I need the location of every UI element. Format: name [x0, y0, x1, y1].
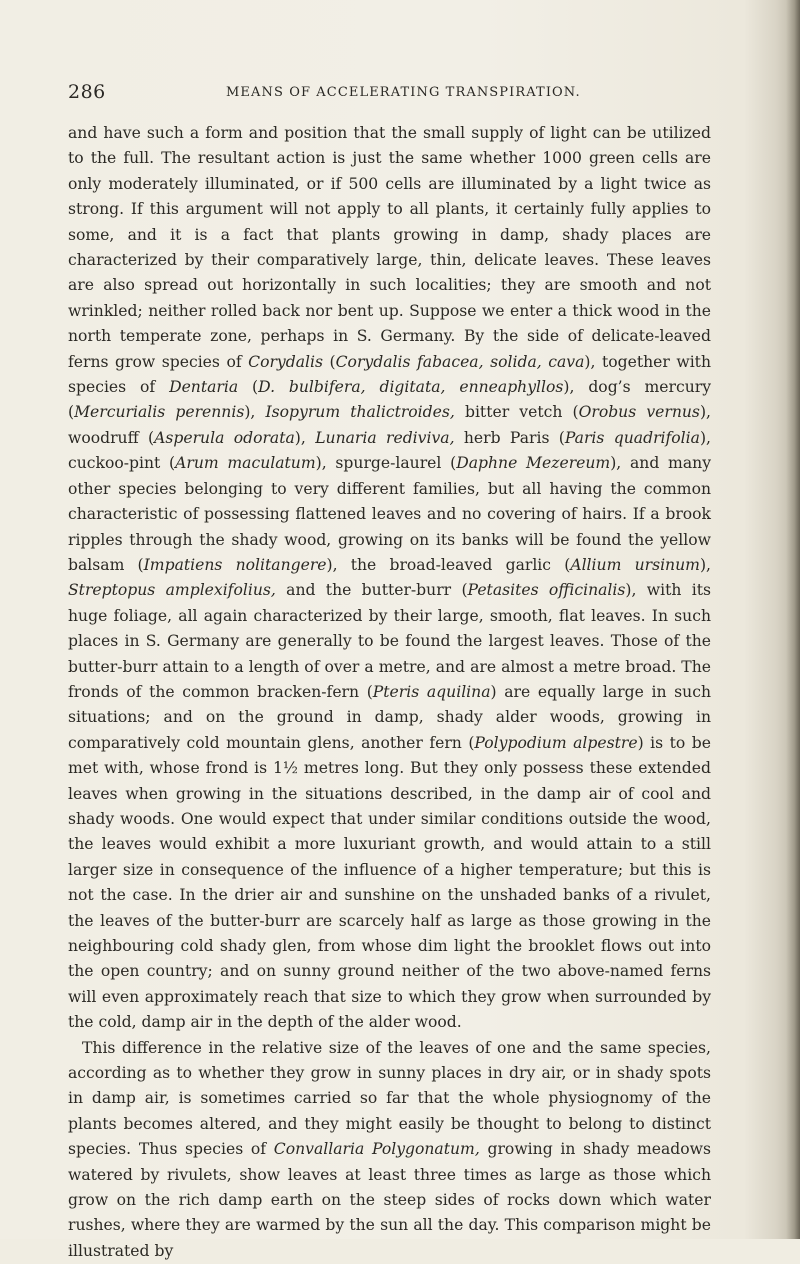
- italic-text-run: Isopyrum thalictroides,: [265, 403, 455, 422]
- text-run: (: [238, 378, 259, 397]
- text-run: ), and many other species belonging to very different families, but all having the common characteristic of possessing flattened leaves and no covering of hairs. If a brook ripples through the shady wood, growing on its banks will be found the yellow balsam (: [68, 454, 711, 574]
- italic-text-run: Convallaria Polygonatum,: [273, 1140, 480, 1159]
- italic-text-run: Mercurialis perennis: [74, 403, 245, 422]
- text-run: (: [323, 352, 336, 371]
- text-run: ),: [294, 428, 316, 447]
- text-run: ), woodruff (: [68, 403, 711, 447]
- italic-text-run: Corydalis: [248, 352, 323, 371]
- text-run: growing in shady meadows watered by rivulets, show leaves at least three times as large as those which grow on the rich damp earth on the steep sides of rocks down which water rushes, where they are warmed by the sun all the day. This comparison might be illustrated by: [68, 1140, 711, 1260]
- text-run: and have such a form and position that the small supply of light can be utilized to the full. The resultant action is just the same whether 1000 green cells are only moderately illuminated, or if 500 cells are illuminated by a light twice as strong. If this argument will not apply to all plants, it certainly fully applies to some, and it is a fact that plants growing in damp, shady places are characterized by their comparatively large, thin, delicate leaves. These leaves are also spread out horizontally in such localities; they are smooth and not wrinkled; neither rolled back nor bent up. Suppose we enter a thick wood in the north temperate zone, perhaps in S. Germany. By the side of delicate-leaved ferns grow species of: [68, 124, 711, 371]
- running-head: [68, 81, 710, 105]
- text-run: ) is to be met with, whose frond is 1½ metres long. But they only possess these extended leaves when growing in the situations described, in the damp air of cool and shady woods. One would expect that under similar conditions outside the wood, the leaves would exhibit a more luxuriant growth, and would attain to a still larger size in consequence of the influence of a higher temperature; but this is not the case. In the drier air and sunshine on the unshaded banks of a rivulet, the leaves of the butter-burr are scarcely half as large as those growing in the neighbouring cold shady glen, from whose dim light the brooklet flows out into the open country; and on sunny ground neither of the two above-named ferns will even approximately reach that size to which they grow when surrounded by the cold, damp air in the depth of the alder wood.: [68, 733, 711, 1032]
- text-run: bitter vetch (: [454, 403, 579, 422]
- italic-text-run: Orobus vernus: [578, 403, 700, 422]
- italic-text-run: Streptopus amplexifolius,: [68, 581, 276, 600]
- italic-text-run: Asperula odorata: [154, 428, 295, 447]
- text-run: ), cuckoo-pint (: [68, 428, 711, 473]
- page-number: 286: [68, 81, 106, 103]
- italic-text-run: Impatiens nolitangere: [143, 555, 327, 574]
- italic-text-run: Paris quadrifolia: [564, 428, 700, 447]
- text-run: ), dog’s mercury (: [68, 378, 712, 422]
- text-run: and the butter-burr (: [275, 581, 468, 600]
- text-run: ), together with species of: [68, 352, 711, 397]
- paragraph: [68, 1036, 711, 1264]
- text-run: ) are equally large in such situations; and on the ground in damp, shady alder woods, growing in comparatively cold mountain glens, another fern (: [68, 682, 711, 752]
- italic-text-run: Daphne Mezereum: [456, 454, 611, 473]
- page-edge-shadow: [786, 0, 800, 1239]
- text-run: ), with its huge foliage, all again characterized by their large, smooth, flat leaves. In such places in S. Germany are generally to be found the largest leaves. Those of the butter-burr attain to a length of over a metre, and are almost a metre broad. The fronds of the common bracken-fern (: [68, 581, 711, 701]
- italic-text-run: Dentaria: [169, 378, 239, 397]
- italic-text-run: Allium ursinum: [570, 555, 700, 574]
- italic-text-run: Petasites officinalis: [467, 581, 626, 600]
- paragraph: [68, 121, 711, 1036]
- text-run: herb Paris (: [454, 428, 565, 447]
- text-run: ), the broad-leaved garlic (: [326, 555, 571, 574]
- text-run: ),: [699, 555, 711, 574]
- text-run: This difference in the relative size of the leaves of one and the same species, according as to whether they grow in sunny places in dry air, or in shady spots in damp air, is sometimes carried so far that the whole physiognomy of the plants becomes altered, and they might easily be thought to belong to distinct species. Thus species of: [68, 1038, 711, 1159]
- italic-text-run: Pteris aquilina: [372, 682, 491, 701]
- text-run: ), spurge-laurel (: [315, 454, 457, 473]
- italic-text-run: D. bulbifera, digitata, enneaphyllos: [258, 378, 564, 397]
- italic-text-run: Lunaria rediviva,: [315, 428, 455, 447]
- running-head-title: MEANS OF ACCELERATING TRANSPIRATION.: [226, 85, 581, 100]
- italic-text-run: Corydalis fabacea, solida, cava: [335, 352, 585, 371]
- text-run: ),: [244, 403, 266, 422]
- body-text: [68, 121, 711, 1264]
- italic-text-run: Polypodium alpestre: [474, 733, 638, 752]
- italic-text-run: Arum maculatum: [175, 454, 316, 473]
